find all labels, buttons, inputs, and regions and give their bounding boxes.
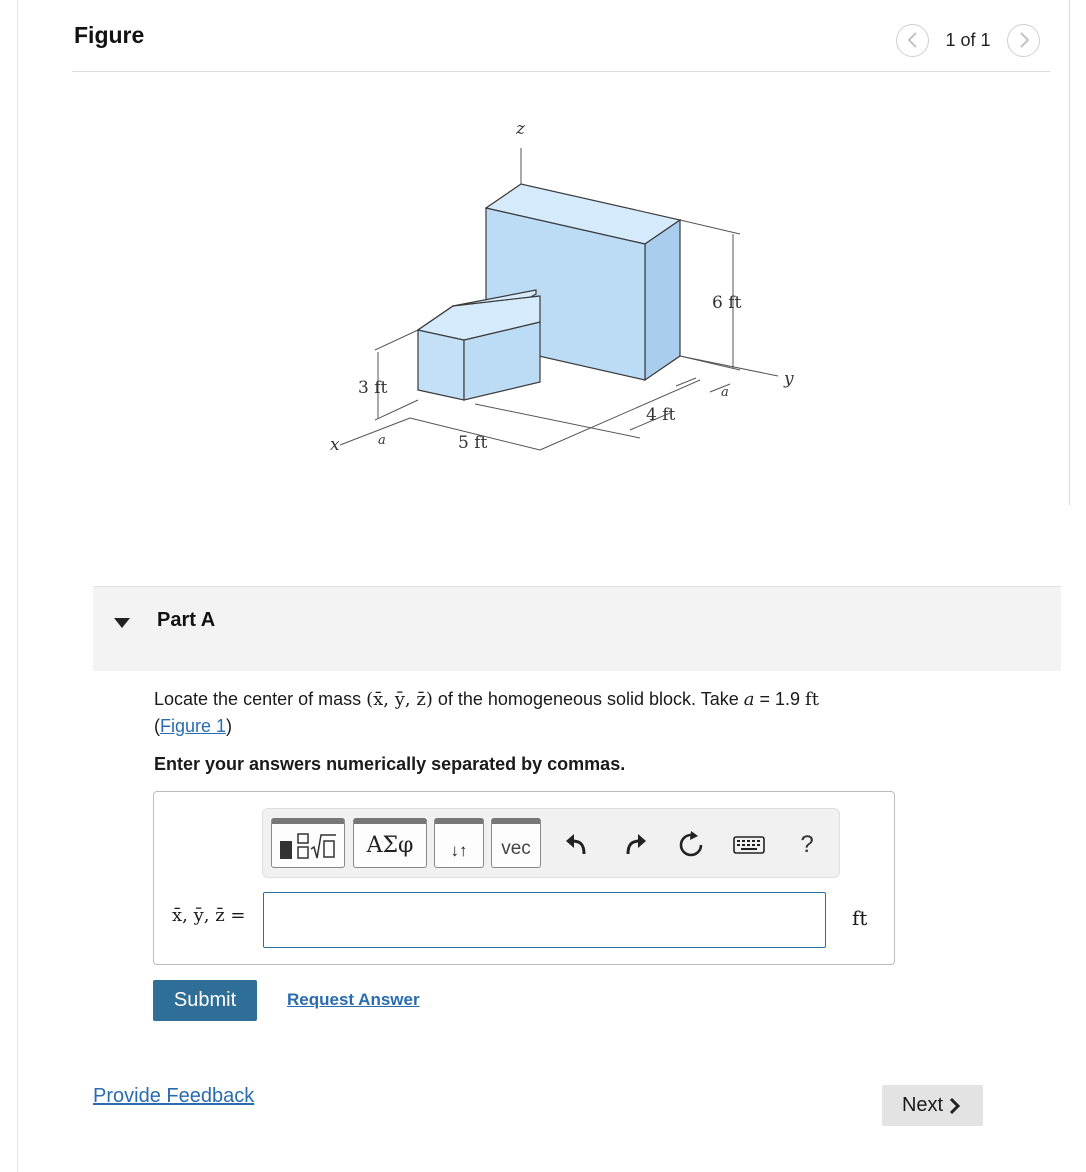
keyboard-button[interactable] (729, 827, 769, 863)
a-value: = 1.9 (754, 689, 806, 709)
a-left-label: a (378, 433, 386, 448)
figure-link[interactable]: Figure 1 (160, 716, 227, 736)
answer-input[interactable] (263, 892, 826, 948)
next-label: Next (901, 1094, 944, 1116)
center-of-mass-vars: (x̄, ȳ, z̄) (366, 689, 433, 710)
greek-symbols-button[interactable]: ΑΣφ (353, 818, 427, 868)
block-solid (418, 184, 680, 400)
left-divider (17, 0, 18, 1172)
reset-button[interactable] (673, 827, 709, 863)
math-toolbar (262, 808, 840, 878)
submit-button[interactable]: Submit (153, 980, 257, 1021)
chevron-left-icon (906, 31, 920, 49)
keyboard-icon (733, 835, 765, 855)
undo-button[interactable] (559, 827, 595, 863)
five-ft-label: 5 ft (458, 433, 488, 453)
x-axis-label: x (330, 435, 340, 455)
block-diagram (300, 100, 820, 480)
undo-icon (564, 832, 590, 858)
previous-figure-button[interactable] (896, 24, 929, 57)
triangle-down-icon[interactable] (113, 617, 131, 629)
arrows-button[interactable]: ↓↑ (434, 818, 484, 868)
answer-label: x̄, ȳ, z̄ = (172, 905, 246, 926)
y-axis-label: y (784, 369, 794, 389)
answer-instruction: Enter your answers numerically separated by commas. (154, 754, 626, 774)
templates-button[interactable] (271, 818, 345, 868)
chevron-right-icon (1017, 31, 1031, 49)
next-button[interactable] (882, 1085, 983, 1126)
figure-title: Figure (74, 22, 145, 48)
three-ft-label: 3 ft (358, 378, 388, 398)
reset-icon (677, 831, 705, 859)
z-axis-label: z (516, 119, 525, 139)
question-text (154, 686, 914, 739)
a-unit: ft (805, 689, 819, 710)
right-divider (1069, 0, 1070, 505)
a-symbol: a (743, 689, 755, 710)
vector-button[interactable]: vec (491, 818, 541, 868)
link-open-paren: ( (154, 716, 160, 736)
answer-box (153, 791, 895, 965)
part-a-header[interactable] (93, 586, 1061, 671)
four-ft-label: 4 ft (646, 405, 676, 425)
question-part-1: Locate the center of mass (154, 689, 367, 709)
link-close-paren: ) (226, 716, 233, 736)
help-button[interactable]: ? (800, 831, 814, 858)
redo-icon (622, 832, 648, 858)
six-ft-label: 6 ft (712, 293, 742, 313)
a-right-label: a (721, 385, 729, 400)
next-figure-button[interactable] (1007, 24, 1040, 57)
request-answer-link[interactable]: Request Answer (287, 990, 420, 1009)
templates-icon (276, 831, 340, 861)
header-divider (72, 71, 1050, 72)
figure-pager (896, 22, 1040, 58)
part-label: Part A (157, 609, 216, 631)
provide-feedback-link[interactable]: Provide Feedback (93, 1085, 255, 1107)
redo-button[interactable] (617, 827, 653, 863)
figure-count: 1 of 1 (945, 29, 991, 50)
chevron-right-icon (947, 1097, 963, 1115)
answer-unit: ft (852, 906, 868, 930)
question-part-2: of the homogeneous solid block. Take (432, 689, 744, 709)
